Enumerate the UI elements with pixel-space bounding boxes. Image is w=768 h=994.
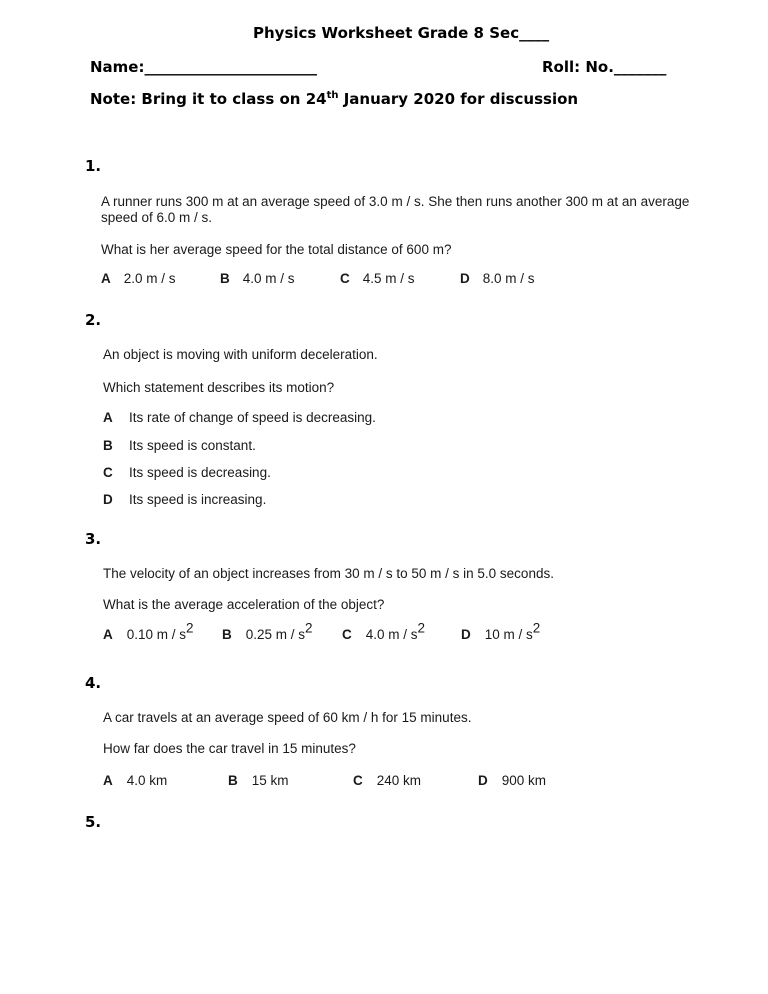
question-3-number: 3. xyxy=(85,530,102,548)
option-exponent: 2 xyxy=(305,620,313,636)
question-4-option-d xyxy=(478,772,546,790)
worksheet-title: Physics Worksheet Grade 8 Sec____ xyxy=(253,24,550,42)
note-text-start: Note: Bring it to class on 24 xyxy=(90,90,327,108)
option-text: Its speed is increasing. xyxy=(129,492,267,507)
question-2-prompt: Which statement describes its motion? xyxy=(103,380,335,395)
option-letter: A xyxy=(101,271,111,286)
name-field-label: Name:_______________________ xyxy=(90,58,317,76)
option-text: 900 km xyxy=(501,773,547,788)
question-3-prompt: What is the average acceleration of the object? xyxy=(103,597,385,612)
question-1-number: 1. xyxy=(85,157,102,175)
option-letter: A xyxy=(103,410,113,425)
note-text-end: January 2020 for discussion xyxy=(338,90,579,108)
question-4-option-c xyxy=(353,772,421,790)
question-2-number: 2. xyxy=(85,311,102,329)
option-letter: C xyxy=(340,271,350,286)
option-text: 4.5 m / s xyxy=(362,271,415,286)
option-text: Its rate of change of speed is decreasing. xyxy=(129,410,376,425)
option-text: Its speed is decreasing. xyxy=(129,465,271,480)
option-letter: C xyxy=(342,627,352,642)
question-1-option-c xyxy=(340,270,415,288)
question-2-option-b xyxy=(103,437,256,455)
option-text: 0.10 m / s xyxy=(126,627,187,642)
option-letter: D xyxy=(461,627,471,642)
option-letter: C xyxy=(353,773,363,788)
question-4-number: 4. xyxy=(85,674,102,692)
option-letter: B xyxy=(228,773,238,788)
option-text: Its speed is constant. xyxy=(129,438,256,453)
option-exponent: 2 xyxy=(186,620,194,636)
question-2-option-a xyxy=(103,409,376,427)
submission-note xyxy=(90,90,578,108)
option-exponent: 2 xyxy=(532,620,541,636)
question-3-option-d xyxy=(461,620,541,644)
question-1-option-a xyxy=(101,270,176,288)
option-text: 8.0 m / s xyxy=(482,271,535,286)
option-letter: D xyxy=(103,492,113,507)
option-letter: D xyxy=(478,773,488,788)
question-4-prompt: How far does the car travel in 15 minutes? xyxy=(103,741,356,756)
option-letter: B xyxy=(220,271,230,286)
question-1-option-b xyxy=(220,270,295,288)
question-3-option-b xyxy=(222,620,313,644)
option-text: 4.0 km xyxy=(126,773,168,788)
option-text: 2.0 m / s xyxy=(123,271,176,286)
option-letter: A xyxy=(103,773,113,788)
question-1-text-line-2: speed of 6.0 m / s. xyxy=(101,210,213,225)
option-letter: B xyxy=(222,627,232,642)
question-2-option-c xyxy=(103,464,271,482)
question-4-option-a xyxy=(103,772,167,790)
option-text: 4.0 m / s xyxy=(365,627,418,642)
option-text: 15 km xyxy=(251,773,289,788)
option-text: 10 m / s xyxy=(484,627,533,642)
question-5-number: 5. xyxy=(85,813,102,831)
option-letter: D xyxy=(460,271,470,286)
option-exponent: 2 xyxy=(417,620,426,636)
question-1-option-d xyxy=(460,270,535,288)
option-text: 0.25 m / s xyxy=(245,627,306,642)
option-text: 240 km xyxy=(376,773,422,788)
question-3-text-line-1: The velocity of an object increases from 30 m / s to 50 m / s in 5.0 seconds. xyxy=(103,566,554,581)
question-3-option-a xyxy=(103,620,194,644)
question-3-option-c xyxy=(342,620,426,644)
question-4-text-line-1: A car travels at an average speed of 60 km / h for 15 minutes. xyxy=(103,710,472,725)
question-2-option-d xyxy=(103,491,266,509)
option-text: 4.0 m / s xyxy=(242,271,295,286)
option-letter: A xyxy=(103,627,113,642)
question-4-option-b xyxy=(228,772,289,790)
note-ordinal-suffix: th xyxy=(326,90,339,101)
roll-number-field-label: Roll: No._______ xyxy=(542,58,667,76)
question-1-text-line-1: A runner runs 300 m at an average speed of 3.0 m / s. She then runs another 300 m at an average xyxy=(101,194,690,209)
option-letter: B xyxy=(103,438,113,453)
question-1-prompt: What is her average speed for the total distance of 600 m? xyxy=(101,242,452,257)
question-2-text-line-1: An object is moving with uniform deceleration. xyxy=(103,347,378,362)
option-letter: C xyxy=(103,465,113,480)
